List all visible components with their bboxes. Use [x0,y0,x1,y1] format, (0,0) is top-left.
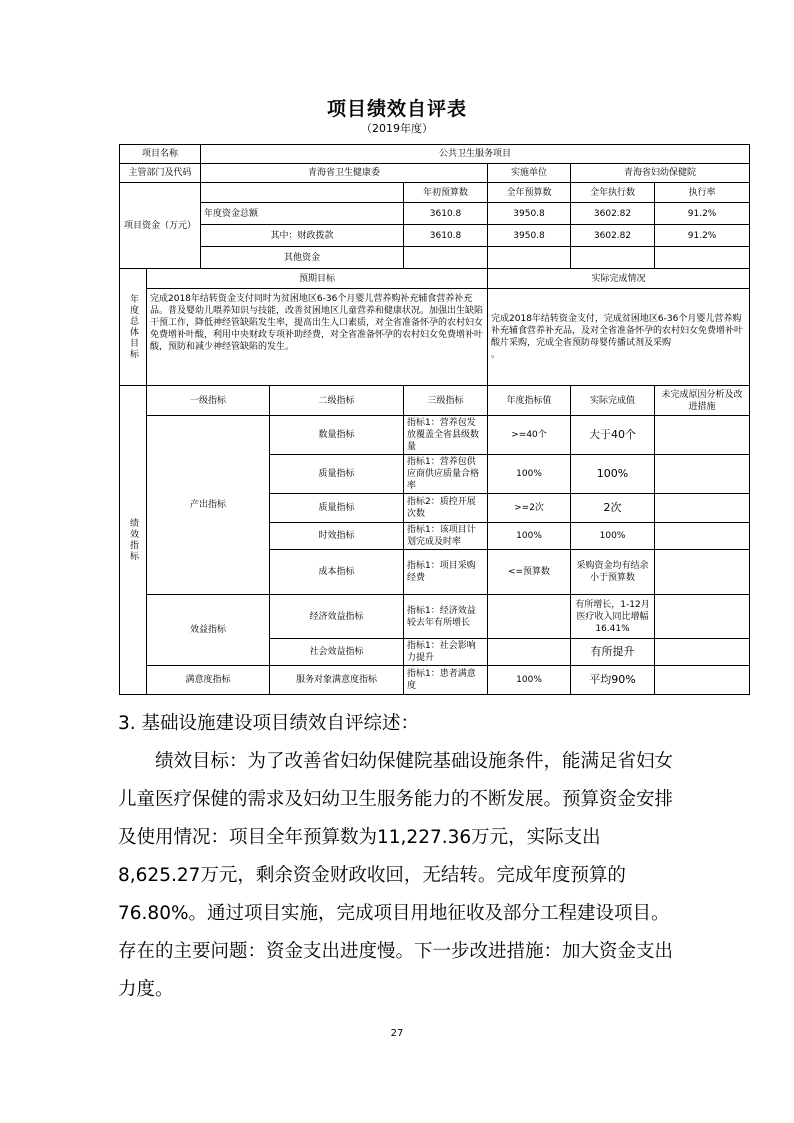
col-initial-header: 年初预算数 [404,183,488,203]
indicator-l3: 指标1：社会影响力提升 [404,639,488,666]
row-fiscal-label: 其中：财政拨款 [201,225,404,247]
fiscal-rate: 91.2% [655,225,750,247]
page-number: 27 [390,1028,404,1039]
expected-header: 预期目标 [147,269,488,289]
page-title: 项目绩效自评表 [326,98,467,120]
evaluation-table [119,144,750,695]
indicator-target [488,595,571,639]
section-heading: 3. 基础设施建设项目绩效自评综述： [118,713,420,734]
indicator-actual: 100% [571,523,655,550]
total-initial: 3610.8 [404,203,488,225]
indicator-actual: 有所提升 [571,639,655,666]
target-header: 年度指标值 [488,386,571,416]
col-rate-header: 执行率 [655,183,750,203]
indicator-l3: 指标1：患者满意度 [404,666,488,695]
fiscal-annual: 3950.8 [488,225,571,247]
dept-label: 主管部门及代码 [120,164,201,183]
indicator-target: >=40个 [488,416,571,455]
indicator-l2: 时效指标 [270,523,404,550]
indicator-l3: 指标1：项目采购经费 [404,550,488,595]
actual-dot: 。 [491,350,501,360]
cat-benefit: 效益指标 [147,595,270,666]
project-name-value: 公共卫生服务项目 [201,145,750,164]
reason-header: 未完成原因分析及改进措施 [655,386,750,416]
total-rate: 91.2% [655,203,750,225]
section-paragraph: 绩效目标：为了改善省妇幼保健院基础设施条件，能满足省妇女儿童医疗保健的需求及妇幼卫生服务能力的不断发展。预算资金安排及使用情况：项目全年预算数为11,227.36万元，实际支出8,625.27万元，剩余资金财政收回，无结转。完成年度预算的76.80%。通过项目实施，完成项目用地征收及部分工程建设项目。存在的主要问题：资金支出进度慢。下一步改进措施：加大资金支出力度。 [118,751,674,1000]
cat-output: 产出指标 [147,416,270,595]
indicator-l3: 指标1：该项目计划完成及时率 [404,523,488,550]
indicator-target: <=预算数 [488,550,571,595]
level3-header: 三级指标 [404,386,488,416]
impl-value: 青海省妇幼保健院 [571,164,750,183]
actual-header: 实际完成情况 [488,269,750,289]
expected-text: 完成2018年结转资金支付同时为贫困地区6-36个月婴儿营养购补充辅食营养补充品。普及婴幼儿喂养知识与技能，改善贫困地区儿童营养和健康状况。加强出生缺陷干预工作，降低神经管缺陷发生率，提高出生人口素质，对全省准备怀孕的农村妇女免费增补叶酸，利用中央财政专项补助经费，对全省准备怀孕的农村妇女免费增补叶酸，预防和减少神经管缺陷的发生。 [147,289,488,386]
indicator-actual: 2次 [571,494,655,523]
indicator-actual: 有所增长，1-12月医疗收入同比增幅16.41% [571,595,655,639]
indicator-target: 100% [488,523,571,550]
total-exec: 3602.82 [571,203,655,225]
indicator-target: >=2次 [488,494,571,523]
impl-label: 实施单位 [488,164,571,183]
indicator-l3: 指标2：质控开展次数 [404,494,488,523]
indicator-actual: 100% [571,455,655,494]
indicator-l2: 服务对象满意度指标 [270,666,404,695]
indicator-l2: 质量指标 [270,494,404,523]
project-name-label: 项目名称 [120,145,201,164]
perf-label: 绩效指标 [120,386,147,695]
cat-satisfaction: 满意度指标 [147,666,270,695]
actual-text: 完成2018年结转资金支付，完成贫困地区6-36个月婴儿营养购补充辅食营养补充品，及对全省准备怀孕的农村妇女免费增补叶酸片采购，完成全省预防母婴传播试剂及采购 。 [488,289,750,386]
indicator-l3: 指标1：营养包发放覆盖全省县级数量 [404,416,488,455]
level1-header: 一级指标 [147,386,270,416]
indicator-l2: 数量指标 [270,416,404,455]
col-annual-header: 全年预算数 [488,183,571,203]
indicator-l3: 指标1：经济效益较去年有所增长 [404,595,488,639]
indicator-target [488,639,571,666]
actual-value-header: 实际完成值 [571,386,655,416]
page-subtitle: （2019年度） [361,122,433,135]
goal-label: 年度总体目标 [120,269,147,386]
dept-value: 青海省卫生健康委 [201,164,488,183]
indicator-l2: 社会效益指标 [270,639,404,666]
indicator-actual: 采购资金均有结余小于预算数 [571,550,655,595]
col-exec-header: 全年执行数 [571,183,655,203]
fiscal-initial: 3610.8 [404,225,488,247]
row-other-label: 其他资金 [201,247,404,269]
indicator-target: 100% [488,666,571,695]
indicator-actual: 大于40个 [571,416,655,455]
level2-header: 二级指标 [270,386,404,416]
indicator-actual: 平均90% [571,666,655,695]
indicator-l2: 质量指标 [270,455,404,494]
indicator-l2: 成本指标 [270,550,404,595]
fiscal-exec: 3602.82 [571,225,655,247]
funds-header-blank [201,183,404,203]
indicator-l2: 经济效益指标 [270,595,404,639]
indicator-target: 100% [488,455,571,494]
funds-label: 项目资金（万元） [120,183,201,269]
indicator-l3: 指标1：营养包供应商供应质量合格率 [404,455,488,494]
row-total-label: 年度资金总额 [201,203,404,225]
section-body [118,705,678,1009]
total-annual: 3950.8 [488,203,571,225]
